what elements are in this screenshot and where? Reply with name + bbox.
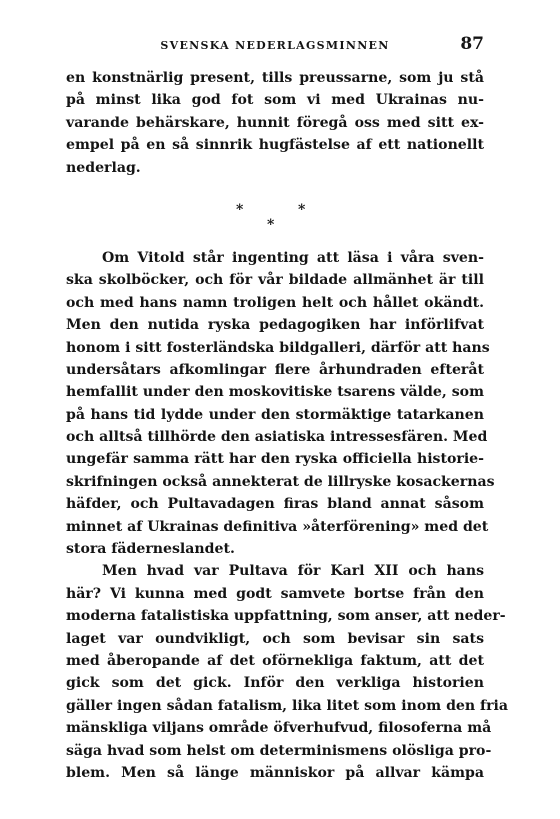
text-line: moderna fatalistiska uppfattning, som anser, att neder- — [66, 608, 506, 625]
text-line: på minst lika god fot som vi med Ukrainas nu- — [66, 92, 484, 109]
text-line: gick som det gick. Inför den verkliga historien — [66, 675, 484, 692]
text-line: empel på en så sinnrik hugfästelse af ett nationellt — [66, 137, 484, 154]
text-line: varande behärskare, hunnit föregå oss med sitt ex- — [66, 114, 484, 131]
text-line: laget var oundvikligt, och som bevisar sin sats — [66, 630, 484, 647]
text-line: minnet af Ukrainas definitiva »återförening» med det — [66, 518, 489, 535]
page-number: 87 — [460, 34, 484, 54]
asterisk-right: * — [298, 201, 306, 218]
text-line: en konstnärlig present, tills preussarne, som ju stå — [66, 70, 484, 86]
text-line: med åberopande af det oförnekliga faktum, att det — [66, 652, 484, 669]
text-line: säga hvad som helst om determinismens olösliga pro- — [66, 742, 492, 759]
asterisk-left: * — [236, 201, 244, 218]
text-line: här? Vi kunna med godt samvete bortse från den — [66, 585, 484, 602]
text-line: skrifningen också annekterat de lillryske kosackernas — [66, 473, 495, 490]
text-line: ska skolböcker, och för vår bildade allmänhet är till — [66, 272, 484, 289]
text-line: hemfallit under den moskovitiske tsarens välde, som — [66, 384, 484, 401]
text-line: häfder, och Pultavadagen firas bland annat såsom — [66, 496, 484, 513]
text-line: Men hvad var Pultava för Karl XII och hans — [102, 563, 484, 580]
paragraph-1 — [66, 67, 484, 179]
paragraph-3 — [66, 560, 509, 784]
text-line: ungefär samma rätt har den ryska officiella historie- — [66, 451, 484, 468]
page-header — [66, 34, 484, 59]
text-line: Om Vitold står ingenting att läsa i våra sven- — [102, 249, 484, 266]
text-line: mänskliga viljans område öfverhufvud, filosoferna må — [66, 720, 492, 737]
running-head: SVENSKA NEDERLAGSMINNEN — [160, 39, 390, 52]
text-line: och alltså tillhörde den asiatiska intressesfären. Med — [66, 429, 488, 446]
text-line: Men den nutida ryska pedagogiken har införlifvat — [66, 317, 484, 334]
text-line: stora fäderneslandet. — [66, 541, 235, 558]
section-break-asterism — [66, 179, 484, 247]
text-line: blem. Men så länge människor på allvar kämpa — [66, 764, 484, 781]
text-line: nederlag. — [66, 159, 141, 176]
text-line: undersåtars afkomlingar flere århundraden efteråt — [66, 361, 484, 378]
paragraph-2 — [66, 247, 495, 560]
text-line: honom i sitt fosterländska bildgalleri, därför att hans — [66, 339, 490, 356]
asterisk-center: * — [267, 216, 275, 233]
text-line: på hans tid lydde under den stormäktige tatarkanen — [66, 406, 484, 423]
body-text — [66, 67, 509, 784]
text-line: och med hans namn troligen helt och hållet okändt. — [66, 294, 484, 311]
text-line: gäller ingen sådan fatalism, lika litet som inom den fria — [66, 697, 509, 714]
